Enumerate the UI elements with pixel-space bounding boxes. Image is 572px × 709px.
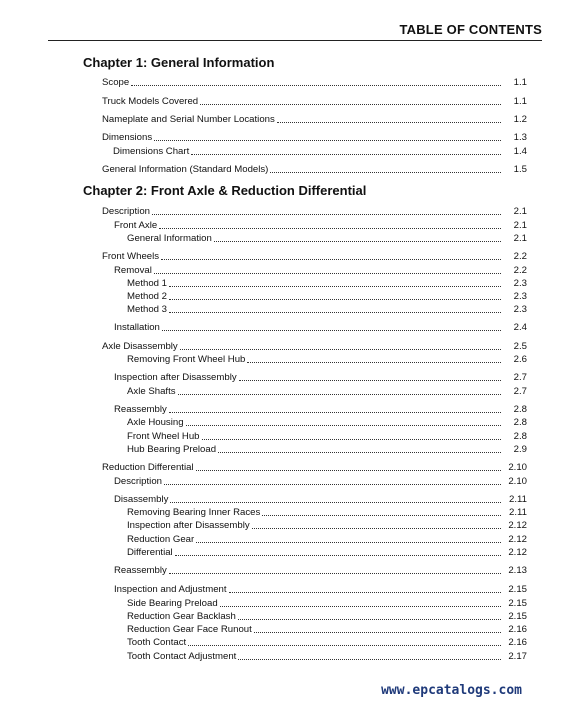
toc-entry[interactable] <box>114 264 527 277</box>
toc-entry-page: 2.8 <box>513 404 527 415</box>
toc-entry-label: Reduction Differential <box>102 462 194 473</box>
toc-entry[interactable] <box>114 564 527 577</box>
toc-entry-page: 2.11 <box>509 507 527 518</box>
toc-entry[interactable] <box>102 340 527 353</box>
dot-leader <box>154 140 501 141</box>
toc-entry-label: Inspection after Disassembly <box>114 372 237 383</box>
toc-entry-page: 2.7 <box>513 386 527 397</box>
toc-entry-label: Differential <box>127 547 173 558</box>
page-title: TABLE OF CONTENTS <box>399 22 542 37</box>
dot-leader <box>161 259 501 260</box>
toc-entry-page: 1.3 <box>513 132 527 143</box>
toc-entry-page: 2.4 <box>513 322 527 333</box>
dot-leader <box>270 172 501 173</box>
dot-leader <box>252 528 501 529</box>
dot-leader <box>169 286 501 287</box>
toc-entry[interactable] <box>102 205 527 218</box>
dot-leader <box>214 241 501 242</box>
toc-entry[interactable] <box>127 623 527 636</box>
toc-entry-page: 1.5 <box>513 164 527 175</box>
toc-entry[interactable] <box>102 113 527 126</box>
toc-entry-label: Tooth Contact Adjustment <box>127 651 237 662</box>
toc-entry[interactable] <box>114 583 527 596</box>
dot-leader <box>162 330 501 331</box>
toc-entry-label: Description <box>114 476 162 487</box>
toc-entry[interactable] <box>127 597 527 610</box>
toc-entry-label: Removing Front Wheel Hub <box>127 354 246 365</box>
toc-entry-label: Reduction Gear Backlash <box>127 611 236 622</box>
toc-entry[interactable] <box>102 163 527 176</box>
toc-entry[interactable] <box>127 303 527 316</box>
toc-entry-page: 2.16 <box>508 624 527 635</box>
toc-entry[interactable] <box>114 219 527 232</box>
toc-entry[interactable] <box>127 416 527 429</box>
dot-leader <box>169 312 501 313</box>
toc-entry[interactable] <box>102 95 527 108</box>
toc-entry-page: 2.16 <box>508 637 527 648</box>
dot-leader <box>200 104 501 105</box>
toc-entry[interactable] <box>102 461 527 474</box>
toc-entry-label: Disassembly <box>114 494 169 505</box>
dot-leader <box>175 555 501 556</box>
toc-entry-page: 2.15 <box>508 584 527 595</box>
toc-entry[interactable] <box>127 533 527 546</box>
toc-entry-page: 2.15 <box>508 598 527 609</box>
dot-leader <box>254 632 501 633</box>
header-rule <box>48 40 542 41</box>
toc-entry-page: 2.13 <box>508 565 527 576</box>
toc-entry-page: 2.2 <box>513 265 527 276</box>
toc-entry-page: 2.5 <box>513 341 527 352</box>
dot-leader <box>180 349 501 350</box>
toc-entry-label: Reassembly <box>114 404 167 415</box>
toc-entry-label: Method 3 <box>127 304 168 315</box>
toc-entry[interactable] <box>114 403 527 416</box>
dot-leader <box>152 214 501 215</box>
dot-leader <box>218 452 501 453</box>
dot-leader <box>202 439 501 440</box>
toc-entry-page: 2.10 <box>508 462 527 473</box>
toc-entry-label: Nameplate and Serial Number Locations <box>102 114 275 125</box>
toc-entry-page: 2.15 <box>508 611 527 622</box>
toc-entry-label: Front Wheel Hub <box>127 431 200 442</box>
toc-entry-label: Side Bearing Preload <box>127 598 218 609</box>
toc-entry-label: Tooth Contact <box>127 637 187 648</box>
dot-leader <box>277 122 501 123</box>
toc-entry-page: 2.7 <box>513 372 527 383</box>
toc-entry-page: 2.12 <box>508 547 527 558</box>
toc-entry[interactable] <box>114 321 527 334</box>
toc-entry-label: Front Wheels <box>102 251 160 262</box>
toc-entry-label: Truck Models Covered <box>102 96 199 107</box>
toc-entry-label: Front Axle <box>114 220 158 231</box>
toc-entry-label: Method 1 <box>127 278 168 289</box>
toc-entry-label: Reduction Gear Face Runout <box>127 624 252 635</box>
toc-entry-label: Dimensions <box>102 132 153 143</box>
toc-entry-label: General Information <box>127 233 212 244</box>
toc-entry[interactable] <box>127 232 527 245</box>
toc-entry[interactable] <box>127 277 527 290</box>
chapter-1-heading: Chapter 1: General Information <box>83 55 275 70</box>
toc-entry[interactable] <box>127 430 527 443</box>
toc-entry[interactable] <box>102 76 527 89</box>
toc-entry-label: Inspection after Disassembly <box>127 520 250 531</box>
toc-entry-page: 2.3 <box>513 278 527 289</box>
toc-entry-page: 2.1 <box>513 233 527 244</box>
toc-entry-label: Description <box>102 206 150 217</box>
toc-entry-label: Scope <box>102 77 130 88</box>
dot-leader <box>247 362 501 363</box>
toc-entry-page: 1.4 <box>513 146 527 157</box>
toc-entry-page: 1.1 <box>513 77 527 88</box>
toc-entry-page: 1.2 <box>513 114 527 125</box>
toc-entry-label: Hub Bearing Preload <box>127 444 217 455</box>
toc-entry-label: Axle Housing <box>127 417 184 428</box>
toc-entry-label: General Information (Standard Models) <box>102 164 269 175</box>
dot-leader <box>220 606 501 607</box>
dot-leader <box>186 425 501 426</box>
toc-entry-page: 2.8 <box>513 417 527 428</box>
chapter-2-heading: Chapter 2: Front Axle & Reduction Differential <box>83 183 367 198</box>
toc-entry-label: Inspection and Adjustment <box>114 584 227 595</box>
toc-entry-page: 2.11 <box>509 494 527 505</box>
toc-entry[interactable] <box>127 443 527 456</box>
toc-entry-label: Dimensions Chart <box>113 146 190 157</box>
dot-leader <box>169 299 501 300</box>
dot-leader <box>239 380 501 381</box>
dot-leader <box>131 85 501 86</box>
toc-entry[interactable] <box>127 385 527 398</box>
toc-entry[interactable] <box>127 519 527 532</box>
toc-entry[interactable] <box>127 650 527 663</box>
toc-entry-page: 2.3 <box>513 291 527 302</box>
dot-leader <box>164 484 501 485</box>
dot-leader <box>169 412 501 413</box>
toc-entry[interactable] <box>114 371 527 384</box>
toc-entry[interactable] <box>127 506 527 519</box>
toc-entry-page: 2.1 <box>513 220 527 231</box>
toc-entry[interactable] <box>127 290 527 303</box>
toc-entry-label: Removing Bearing Inner Races <box>127 507 261 518</box>
toc-entry[interactable] <box>114 475 527 488</box>
toc-entry-page: 2.3 <box>513 304 527 315</box>
toc-entry-page: 2.8 <box>513 431 527 442</box>
watermark: www.epcatalogs.com <box>381 683 522 698</box>
dot-leader <box>229 592 501 593</box>
toc-entry-page: 2.1 <box>513 206 527 217</box>
dot-leader <box>196 470 501 471</box>
dot-leader <box>188 645 501 646</box>
toc-entry[interactable] <box>113 145 527 158</box>
toc-entry-page: 2.12 <box>508 534 527 545</box>
toc-entry[interactable] <box>127 610 527 623</box>
toc-entry-label: Axle Shafts <box>127 386 176 397</box>
toc-entry-page: 2.9 <box>513 444 527 455</box>
toc-entry-label: Reassembly <box>114 565 167 576</box>
dot-leader <box>191 154 501 155</box>
toc-entry-label: Installation <box>114 322 160 333</box>
dot-leader <box>178 394 501 395</box>
dot-leader <box>238 659 501 660</box>
toc-entry-label: Axle Disassembly <box>102 341 178 352</box>
toc-entry-page: 2.6 <box>513 354 527 365</box>
toc-entry-page: 1.1 <box>513 96 527 107</box>
toc-entry-label: Method 2 <box>127 291 168 302</box>
dot-leader <box>170 502 501 503</box>
toc-entry-label: Reduction Gear <box>127 534 195 545</box>
toc-entry[interactable] <box>127 546 527 559</box>
dot-leader <box>262 515 501 516</box>
dot-leader <box>238 619 501 620</box>
toc-entry-page: 2.17 <box>508 651 527 662</box>
toc-entry[interactable] <box>102 131 527 144</box>
toc-entry[interactable] <box>114 493 527 506</box>
toc-entry[interactable] <box>127 353 527 366</box>
toc-entry[interactable] <box>102 250 527 263</box>
toc-entry[interactable] <box>127 636 527 649</box>
dot-leader <box>159 228 501 229</box>
dot-leader <box>169 573 501 574</box>
toc-entry-page: 2.10 <box>508 476 527 487</box>
toc-entry-page: 2.12 <box>508 520 527 531</box>
toc-entry-page: 2.2 <box>513 251 527 262</box>
toc-entry-label: Removal <box>114 265 152 276</box>
dot-leader <box>154 273 501 274</box>
dot-leader <box>196 542 501 543</box>
